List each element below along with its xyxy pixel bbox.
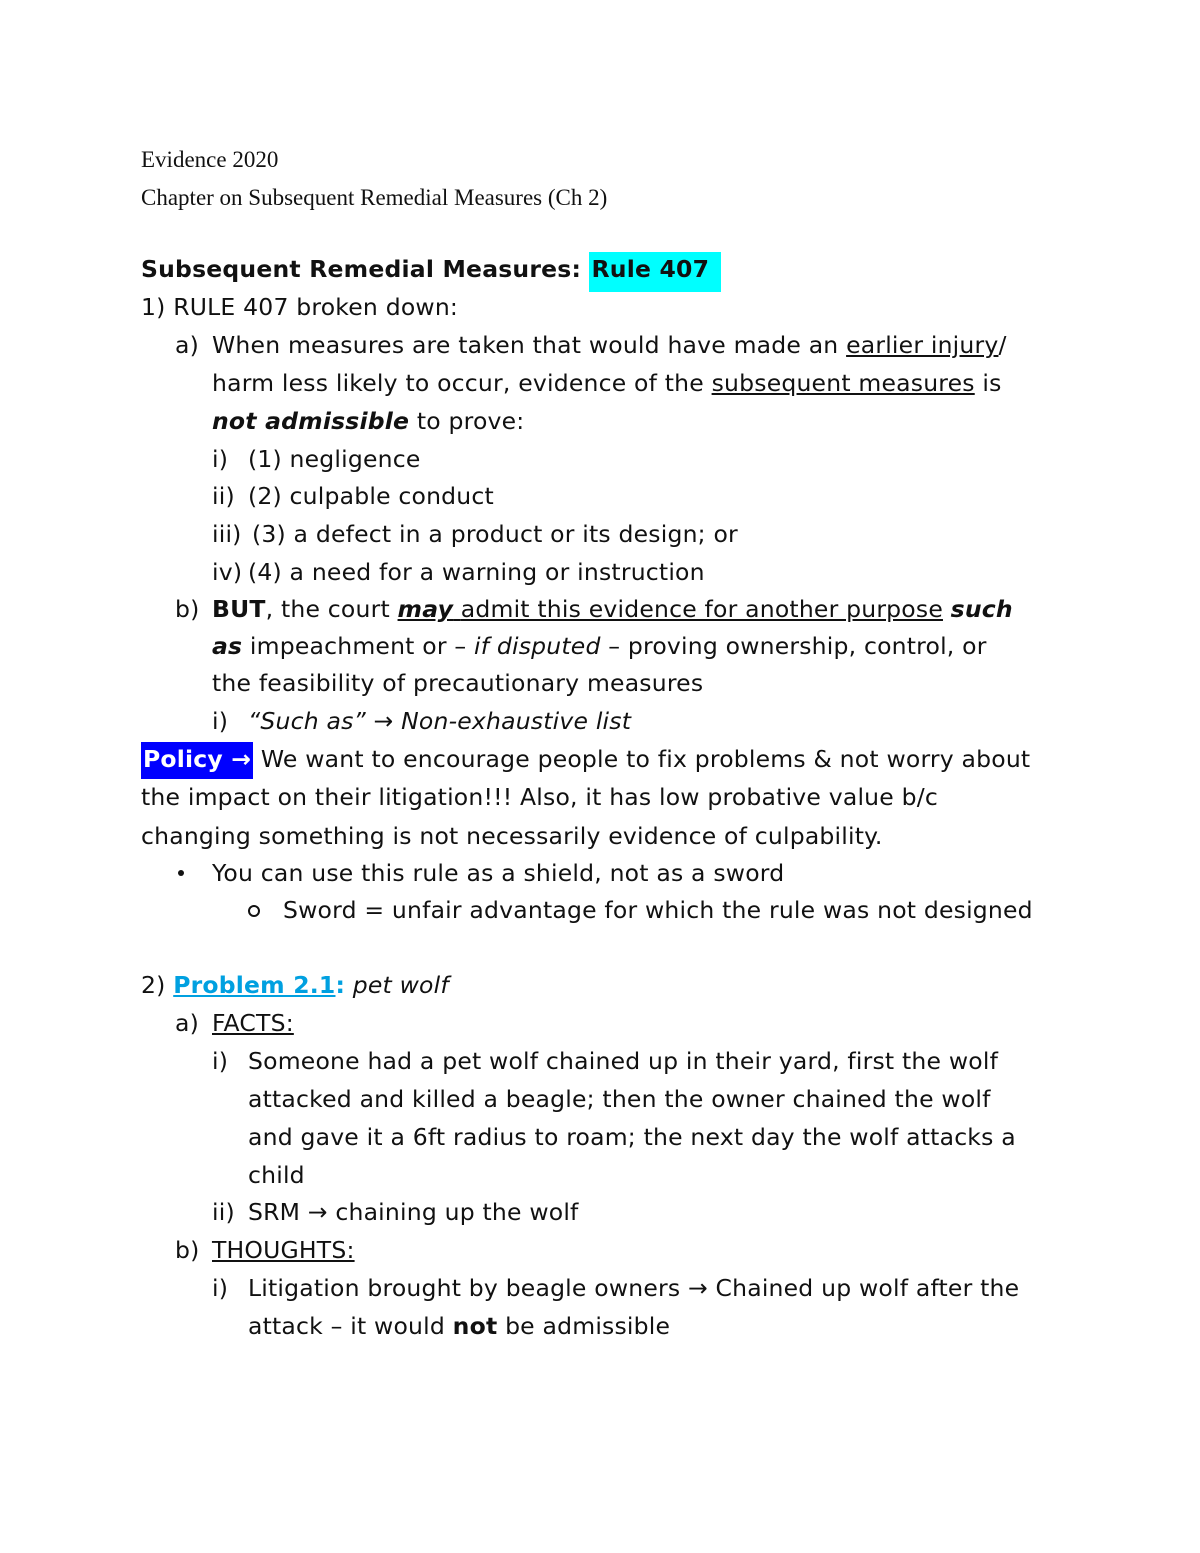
facts-i-line3: and gave it a 6ft radius to roam; the next day the wolf attacks a xyxy=(248,1123,1016,1151)
facts-marker: a) xyxy=(175,1009,199,1037)
list-item-a-line3: not admissible to prove: xyxy=(212,407,525,435)
facts-heading: FACTS: xyxy=(212,1009,294,1037)
list-item-a-line1: When measures are taken that would have made an earlier injury/ xyxy=(212,331,1007,359)
policy-line3: changing something is not necessarily evidence of culpability. xyxy=(141,822,883,850)
bullet-icon xyxy=(178,870,184,876)
sub-item-i-marker: i) xyxy=(212,445,229,473)
sub-item-i: (1) negligence xyxy=(248,445,421,473)
chapter-subtitle: Chapter on Subsequent Remedial Measures (Ch 2) xyxy=(141,185,608,210)
section-heading: Subsequent Remedial Measures: Rule 407 xyxy=(141,258,721,282)
thoughts-i-line1: Litigation brought by beagle owners → Chained up wolf after the xyxy=(248,1274,1020,1302)
facts-ii: SRM → chaining up the wolf xyxy=(248,1198,579,1226)
list-item-b-line2: as impeachment or – if disputed – proving ownership, control, or xyxy=(212,632,987,660)
list-item-b-marker: b) xyxy=(175,595,200,623)
thoughts-marker: b) xyxy=(175,1236,200,1264)
facts-i-line4: child xyxy=(248,1161,305,1189)
policy-line2: the impact on their litigation!!! Also, it has low probative value b/c xyxy=(141,783,938,811)
problem-heading: 2) Problem 2.1: pet wolf xyxy=(141,971,449,999)
list-item-b-line1: BUT, the court may admit this evidence for another purpose such xyxy=(212,595,1013,623)
sub-item-ii: (2) culpable conduct xyxy=(248,482,494,510)
policy-label: Policy → xyxy=(141,742,253,779)
sub-item-b-i-marker: i) xyxy=(212,707,229,735)
list-item-b-line3: the feasibility of precautionary measures xyxy=(212,669,704,697)
list-item-a-marker: a) xyxy=(175,331,199,359)
document-title: Evidence 2020 xyxy=(141,147,279,172)
sub-item-iii: (3) a defect in a product or its design; or xyxy=(252,520,738,548)
sub-item-iii-marker: iii) xyxy=(212,520,242,548)
problem-link[interactable]: Problem 2.1 xyxy=(173,971,336,999)
rule-highlight: Rule 407 xyxy=(589,252,721,292)
list-item-1: 1) RULE 407 broken down: xyxy=(141,293,459,321)
sub-bullet-item: Sword = unfair advantage for which the rule was not designed xyxy=(283,896,1033,924)
thoughts-i-line2: attack – it would not be admissible xyxy=(248,1312,671,1340)
sub-item-ii-marker: ii) xyxy=(212,482,235,510)
policy-line1: Policy → We want to encourage people to fix problems & not worry about xyxy=(141,748,1030,772)
sub-item-iv: (4) a need for a warning or instruction xyxy=(248,558,705,586)
thoughts-heading: THOUGHTS: xyxy=(212,1236,355,1264)
sub-item-b-i: “Such as” → Non-exhaustive list xyxy=(248,707,632,735)
facts-ii-marker: ii) xyxy=(212,1198,235,1226)
sub-item-iv-marker: iv) xyxy=(212,558,243,586)
facts-i-line1: Someone had a pet wolf chained up in their yard, first the wolf xyxy=(248,1047,999,1075)
bullet-item: You can use this rule as a shield, not as a sword xyxy=(212,859,785,887)
circle-bullet-icon xyxy=(248,905,260,917)
facts-i-marker: i) xyxy=(212,1047,229,1075)
facts-i-line2: attacked and killed a beagle; then the owner chained the wolf xyxy=(248,1085,991,1113)
list-item-a-line2: harm less likely to occur, evidence of the subsequent measures is xyxy=(212,369,1002,397)
thoughts-i-marker: i) xyxy=(212,1274,229,1302)
